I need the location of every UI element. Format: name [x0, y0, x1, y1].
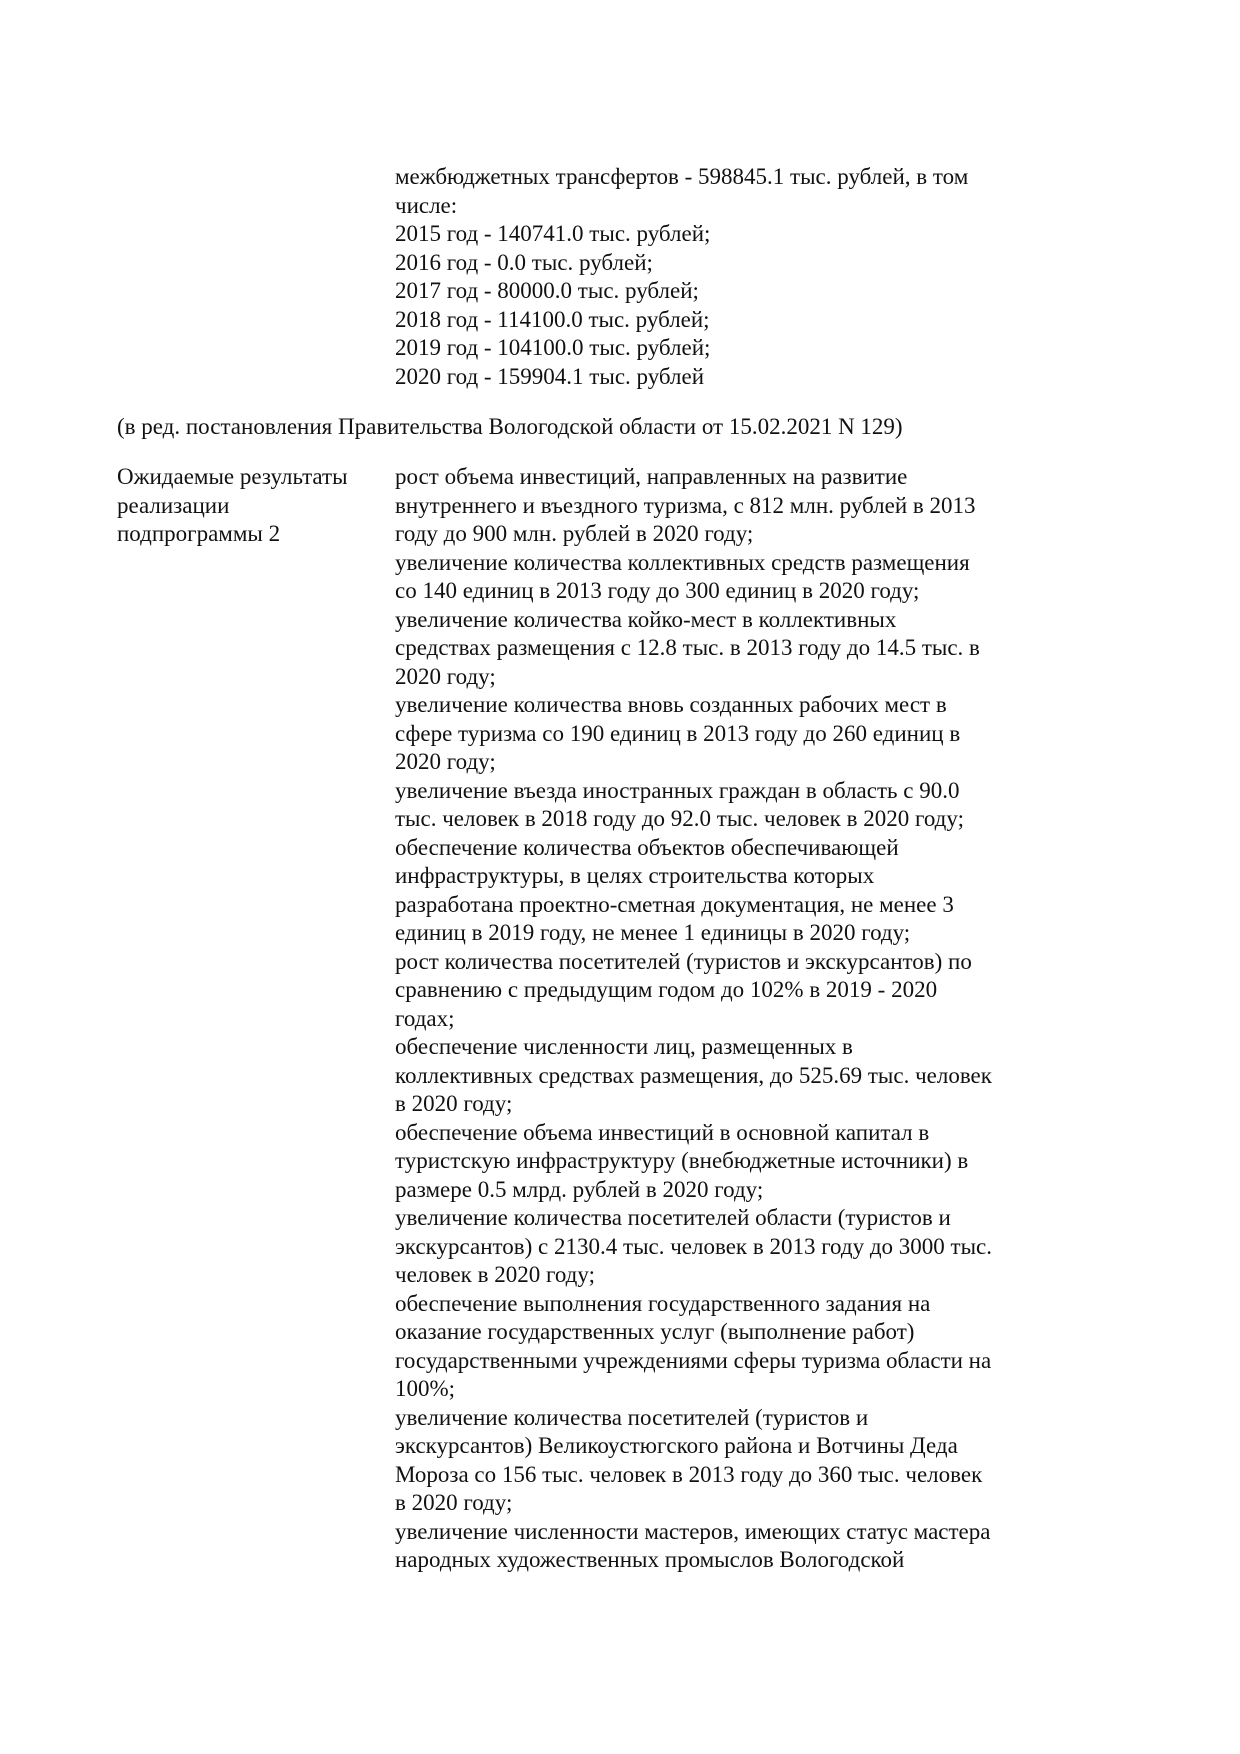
results-line: увеличение количества посетителей (туристов и	[395, 1404, 869, 1430]
funding-line: 2018 год - 114100.0 тыс. рублей;	[395, 306, 710, 332]
results-line: увеличение количества вновь созданных рабочих мест в	[395, 692, 947, 717]
results-line: государственными учреждениями сферы туризма области на	[395, 1347, 992, 1373]
results-line: сфере туризма со 190 единиц в 2013 году до 260 единиц в	[395, 720, 961, 746]
results-line: средствах размещения с 12.8 тыс. в 2013 году до 14.5 тыс. в	[395, 635, 980, 660]
results-line: обеспечение количества объектов обеспечивающей	[395, 834, 899, 860]
results-line: году до 900 млн. рублей в 2020 году;	[395, 521, 754, 546]
funding-line: 2019 год - 104100.0 тыс. рублей;	[395, 335, 711, 360]
results-label-line: подпрограммы 2	[117, 521, 281, 546]
results-line: обеспечение выполнения государственного задания на	[395, 1290, 931, 1316]
results-line: экскурсантов) Великоустюгского района и Вотчины Деда	[395, 1433, 958, 1458]
results-line: увеличение въезда иностранных граждан в область с 90.0	[395, 777, 960, 803]
results-line: в 2020 году;	[395, 1091, 513, 1116]
results-line: рост количества посетителей (туристов и экскурсантов) по	[395, 948, 972, 974]
results-label-line: реализации	[117, 492, 230, 518]
funding-line: 2015 год - 140741.0 тыс. рублей;	[395, 221, 711, 246]
results-line: размере 0.5 млрд. рублей в 2020 году;	[395, 1176, 764, 1202]
results-line: оказание государственных услуг (выполнение работ)	[395, 1319, 915, 1344]
results-label	[117, 463, 387, 549]
results-line: увеличение количества койко-мест в коллективных	[395, 606, 897, 632]
results-line: экскурсантов) с 2130.4 тыс. человек в 2013 году до 3000 тыс.	[395, 1233, 993, 1259]
results-line: сравнению с предыдущим годом до 102% в 2019 - 2020	[395, 977, 938, 1002]
results-line: увеличение количества посетителей области (туристов и	[395, 1205, 951, 1230]
results-line: народных художественных промыслов Вологодской	[395, 1547, 905, 1572]
results-line: 100%;	[395, 1376, 456, 1401]
results-label-line: Ожидаемые результаты	[117, 464, 348, 489]
expected-results	[395, 463, 1075, 1575]
funding-line: 2016 год - 0.0 тыс. рублей;	[395, 249, 653, 275]
results-line: туристскую инфраструктуру (внебюджетные источники) в	[395, 1148, 969, 1173]
results-line: коллективных средствах размещения, до 525.69 тыс. человек	[395, 1062, 992, 1088]
funding-line: числе:	[395, 192, 458, 218]
results-line: 2020 году;	[395, 749, 496, 774]
funding-breakdown	[395, 163, 1075, 391]
amendment-note: (в ред. постановления Правительства Вологодской области от 15.02.2021 N 129)	[117, 414, 903, 439]
funding-line: 2017 год - 80000.0 тыс. рублей;	[395, 278, 699, 303]
results-line: человек в 2020 году;	[395, 1262, 595, 1287]
results-line: со 140 единиц в 2013 году до 300 единиц в 2020 году;	[395, 578, 920, 603]
results-line: годах;	[395, 1005, 455, 1031]
results-line: увеличение количества коллективных средств размещения	[395, 549, 970, 575]
results-line: тыс. человек в 2018 году до 92.0 тыс. человек в 2020 году;	[395, 806, 964, 831]
results-line: рост объема инвестиций, направленных на развитие	[395, 464, 908, 489]
results-line: внутреннего и въездного туризма, с 812 млн. рублей в 2013	[395, 492, 976, 518]
results-line: в 2020 году;	[395, 1490, 513, 1515]
results-line: разработана проектно-сметная документация, не менее 3	[395, 891, 954, 917]
funding-line: 2020 год - 159904.1 тыс. рублей	[395, 363, 705, 389]
results-line: обеспечение объема инвестиций в основной капитал в	[395, 1119, 930, 1145]
funding-line: межбюджетных трансфертов - 598845.1 тыс. рублей, в том	[395, 164, 969, 189]
results-line: обеспечение численности лиц, размещенных в	[395, 1034, 853, 1059]
results-line: 2020 году;	[395, 663, 496, 689]
results-line: увеличение численности мастеров, имеющих статус мастера	[395, 1518, 991, 1544]
results-line: единиц в 2019 году, не менее 1 единицы в 2020 году;	[395, 920, 911, 945]
results-line: Мороза со 156 тыс. человек в 2013 году до 360 тыс. человек	[395, 1461, 983, 1487]
results-line: инфраструктуры, в целях строительства которых	[395, 863, 875, 888]
